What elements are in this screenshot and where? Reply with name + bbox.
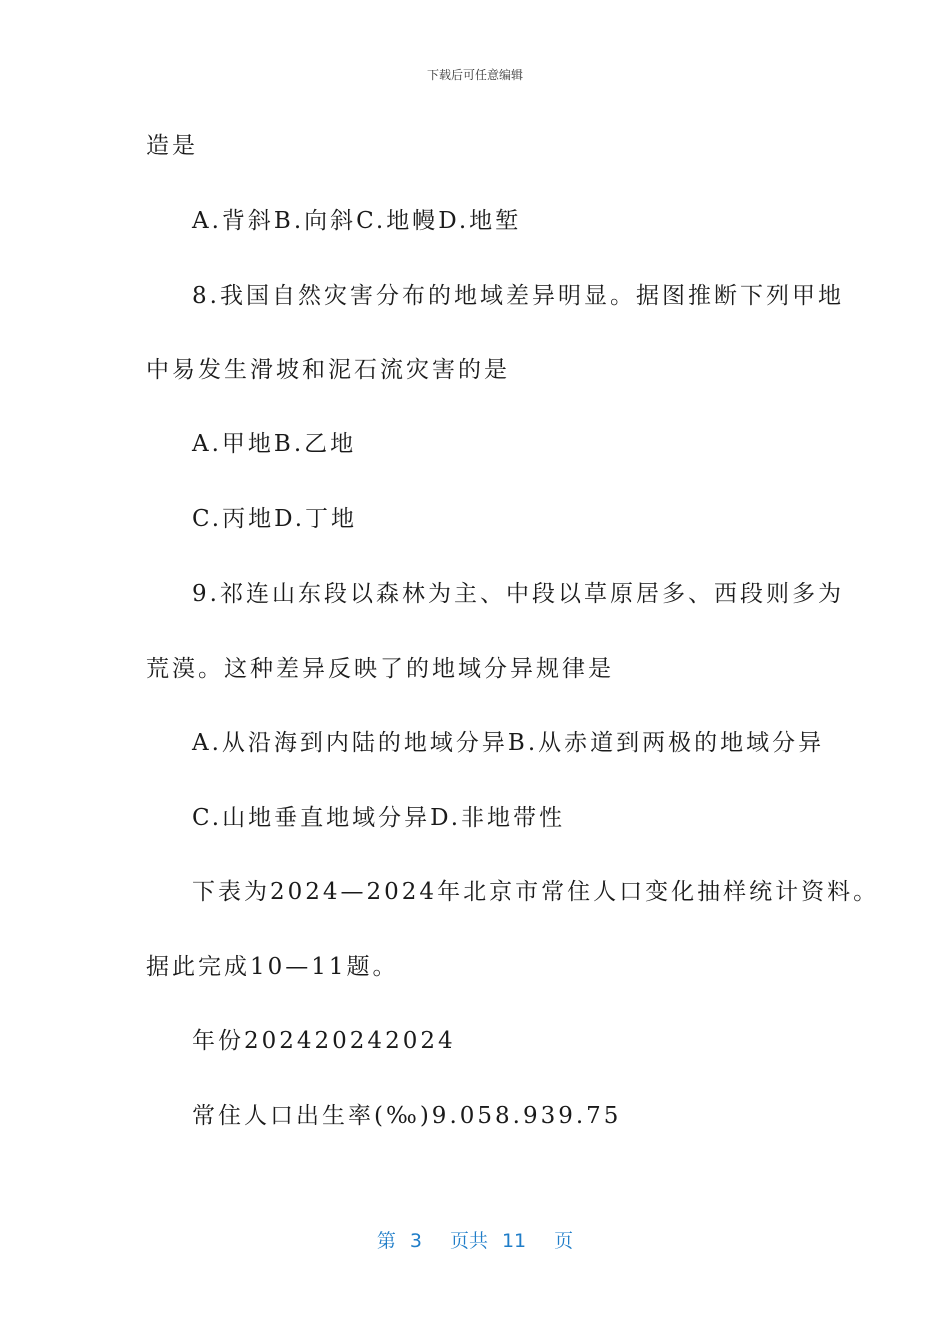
text-line: 中易发生滑坡和泥石流灾害的是: [146, 357, 510, 383]
text-line: 造是: [146, 133, 198, 159]
option-line: C.山地垂直地域分异D.非地带性: [192, 805, 566, 831]
footer-middle: 页共: [449, 1230, 488, 1252]
footer-total-pages: 11: [501, 1230, 527, 1252]
footer-prefix: 第: [376, 1230, 396, 1252]
option-line: A.甲地B.乙地: [192, 431, 357, 457]
page-footer: [0, 1226, 950, 1253]
page-header: 下载后可任意编辑: [426, 68, 523, 82]
option-line: A.从沿海到内陆的地域分异B.从赤道到两极的地域分异: [192, 730, 825, 756]
footer-current-page: 3: [409, 1230, 422, 1252]
option-line: C.丙地D.丁地: [192, 506, 358, 532]
text-line: 下表为2024—2024年北京市常住人口变化抽样统计资料。: [192, 879, 880, 905]
text-line: 据此完成10—11题。: [146, 954, 399, 980]
question-line: 9.祁连山东段以森林为主、中段以草原居多、西段则多为: [192, 581, 844, 607]
footer-suffix: 页: [554, 1230, 574, 1252]
table-row-text: 年份202420242024: [192, 1028, 456, 1054]
table-row-text: 常住人口出生率(‰)9.058.939.75: [192, 1103, 622, 1129]
text-line: 荒漠。这种差异反映了的地域分异规律是: [146, 656, 614, 682]
option-line: A.背斜B.向斜C.地幔D.地堑: [192, 208, 522, 234]
question-line: 8.我国自然灾害分布的地域差异明显。据图推断下列甲地: [192, 283, 844, 309]
